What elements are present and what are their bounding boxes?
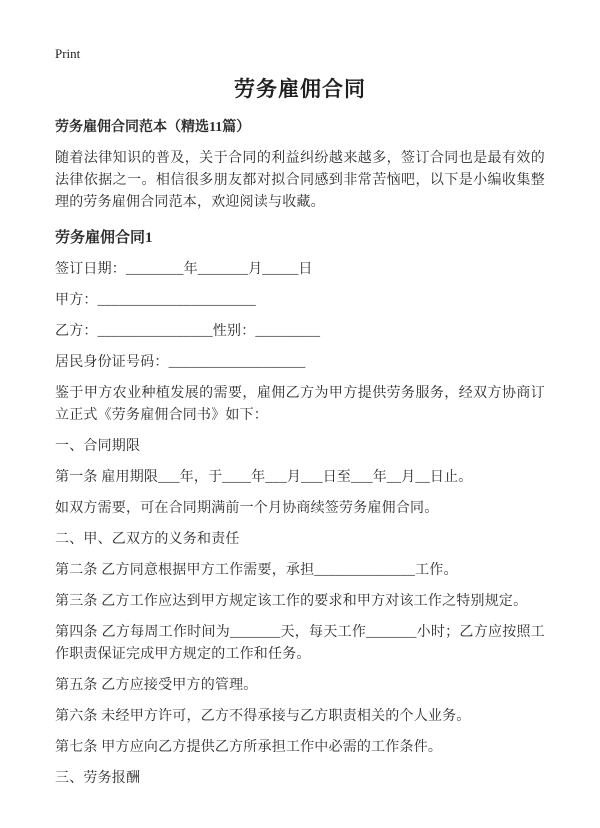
fill-line-party-b: 乙方：________________性别：_________ — [55, 324, 321, 339]
clause-paragraph: 第二条 乙方同意根据甲方工作需要，承担______________工作。 — [55, 563, 458, 578]
clause-paragraph: 第三条 乙方工作应达到甲方规定该工作的要求和甲方对该工作之特别规定。 — [55, 594, 528, 609]
section-heading-2: 二、甲、乙双方的义务和责任 — [55, 532, 240, 547]
fill-line-id-number: 居民身份证号码：___________________ — [55, 355, 306, 370]
section-heading-3: 三、劳务报酬 — [55, 771, 141, 786]
clause-paragraph: 第七条 甲方应向乙方提供乙方所承担工作中必需的工作条件。 — [55, 740, 443, 755]
clause-paragraph: 第一条 雇用期限___年，于____年___月___日至___年__月__日止。 — [55, 470, 473, 485]
clause-paragraph: 如双方需要，可在合同期满前一个月协商续签劳务雇佣合同。 — [55, 501, 439, 516]
doc-subtitle: 劳务雇佣合同范本（精选11篇） — [55, 120, 251, 135]
fill-line-party-a: 甲方：______________________ — [55, 293, 256, 308]
preamble-paragraph: 鉴于甲方农业种植发展的需要，雇佣乙方为甲方提供劳务服务，经双方协商订立正式《劳务雇佣合同书》如下： — [55, 386, 545, 423]
page-title: 劳务雇佣合同 — [234, 77, 366, 101]
clause-paragraph: 第五条 乙方应接受甲方的管理。 — [55, 678, 258, 693]
clause-paragraph: 第六条 未经甲方许可，乙方不得承接与乙方职责相关的个人业务。 — [55, 709, 471, 724]
fill-line-sign-date: 签订日期：________年_______月_____日 — [55, 262, 313, 277]
print-button[interactable]: Print — [55, 46, 81, 61]
section-heading-1: 一、合同期限 — [55, 439, 141, 454]
intro-paragraph: 随着法律知识的普及，关于合同的利益纠纷越来越多，签订合同也是最有效的法律依据之一。相信很多朋友都对拟合同感到非常苦恼吧，以下是小编收集整理的劳务雇佣合同范本，欢迎阅读与收藏。 — [55, 151, 545, 210]
contract-heading: 劳务雇佣合同1 — [55, 230, 153, 246]
clause-paragraph: 第四条 乙方每周工作时间为_______天，每天工作_______小时；乙方应按照工作职责保证完成甲方规定的工作和任务。 — [55, 625, 545, 662]
